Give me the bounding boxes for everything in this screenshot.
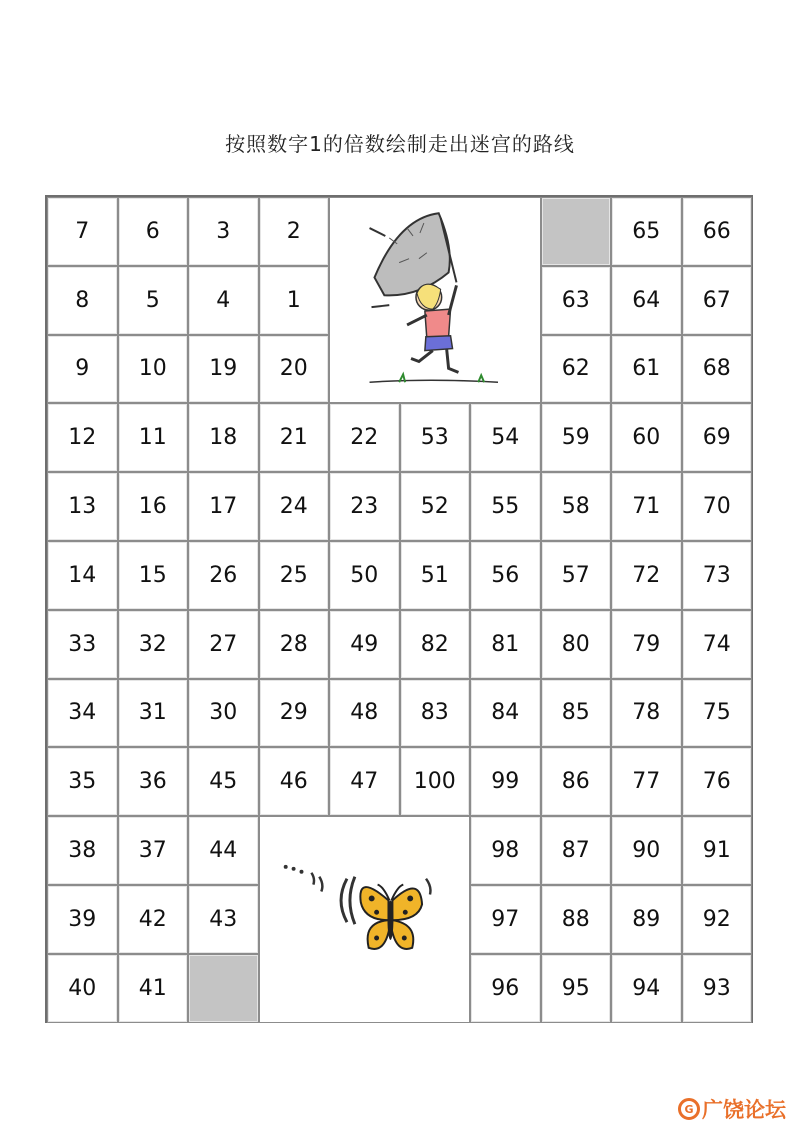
maze-cell[interactable]: 24 (259, 472, 330, 541)
page-title: 按照数字1的倍数绘制走出迷宫的路线 (225, 132, 575, 156)
maze-cell[interactable]: 72 (611, 541, 682, 610)
maze-cell[interactable]: 66 (682, 197, 753, 266)
maze-cell[interactable]: 45 (188, 747, 259, 816)
maze-cell[interactable]: 84 (470, 679, 541, 748)
maze-cell[interactable]: 62 (541, 335, 612, 404)
maze-cell[interactable]: 51 (400, 541, 471, 610)
maze-cell[interactable]: 42 (118, 885, 189, 954)
maze-cell[interactable]: 74 (682, 610, 753, 679)
maze-cell[interactable]: 89 (611, 885, 682, 954)
maze-cell[interactable]: 90 (611, 816, 682, 885)
forum-watermark (678, 1094, 786, 1124)
maze-exit-cell[interactable] (188, 954, 259, 1023)
maze-cell[interactable]: 5 (118, 266, 189, 335)
maze-cell[interactable]: 4 (188, 266, 259, 335)
maze-cell[interactable]: 53 (400, 403, 471, 472)
maze-cell[interactable]: 63 (541, 266, 612, 335)
maze-cell[interactable]: 22 (329, 403, 400, 472)
maze-cell[interactable]: 54 (470, 403, 541, 472)
maze-cell[interactable]: 43 (188, 885, 259, 954)
maze-cell[interactable]: 52 (400, 472, 471, 541)
maze-cell[interactable]: 50 (329, 541, 400, 610)
watermark-text: 广饶论坛 (702, 1098, 786, 1122)
maze-cell[interactable]: 1 (259, 266, 330, 335)
maze-cell[interactable]: 16 (118, 472, 189, 541)
maze-cell[interactable]: 94 (611, 954, 682, 1023)
maze-cell[interactable]: 71 (611, 472, 682, 541)
maze-cell[interactable]: 96 (470, 954, 541, 1023)
maze-cell[interactable]: 8 (47, 266, 118, 335)
number-maze (45, 195, 753, 1023)
maze-exit-cell[interactable] (541, 197, 612, 266)
maze-cell[interactable]: 95 (541, 954, 612, 1023)
maze-cell[interactable]: 91 (682, 816, 753, 885)
maze-cell[interactable]: 46 (259, 747, 330, 816)
maze-cell[interactable]: 39 (47, 885, 118, 954)
maze-cell[interactable]: 88 (541, 885, 612, 954)
forum-logo-icon: G (678, 1098, 700, 1120)
maze-cell[interactable]: 23 (329, 472, 400, 541)
maze-cell[interactable]: 86 (541, 747, 612, 816)
maze-cell[interactable]: 78 (611, 679, 682, 748)
maze-cell[interactable]: 38 (47, 816, 118, 885)
maze-cell[interactable]: 17 (188, 472, 259, 541)
maze-cell[interactable]: 14 (47, 541, 118, 610)
maze-cell[interactable]: 35 (47, 747, 118, 816)
maze-cell[interactable]: 100 (400, 747, 471, 816)
maze-cell[interactable]: 87 (541, 816, 612, 885)
maze-cell[interactable]: 28 (259, 610, 330, 679)
maze-cell[interactable]: 44 (188, 816, 259, 885)
maze-cell[interactable]: 7 (47, 197, 118, 266)
maze-cell[interactable]: 6 (118, 197, 189, 266)
maze-cell[interactable]: 48 (329, 679, 400, 748)
maze-cell[interactable]: 98 (470, 816, 541, 885)
maze-cell[interactable]: 9 (47, 335, 118, 404)
maze-cell[interactable]: 99 (470, 747, 541, 816)
maze-cell[interactable]: 32 (118, 610, 189, 679)
maze-cell[interactable]: 68 (682, 335, 753, 404)
maze-cell[interactable]: 21 (259, 403, 330, 472)
maze-cell[interactable]: 69 (682, 403, 753, 472)
maze-cell[interactable]: 37 (118, 816, 189, 885)
maze-cell[interactable]: 12 (47, 403, 118, 472)
maze-cell[interactable]: 55 (470, 472, 541, 541)
maze-cell[interactable]: 59 (541, 403, 612, 472)
maze-cell[interactable]: 33 (47, 610, 118, 679)
maze-cell[interactable]: 29 (259, 679, 330, 748)
maze-cell[interactable]: 82 (400, 610, 471, 679)
maze-cell[interactable]: 93 (682, 954, 753, 1023)
maze-cell[interactable]: 2 (259, 197, 330, 266)
maze-cell[interactable]: 3 (188, 197, 259, 266)
maze-cell[interactable]: 36 (118, 747, 189, 816)
girl-with-net-image (329, 197, 541, 403)
maze-cell[interactable]: 73 (682, 541, 753, 610)
maze-cell[interactable]: 41 (118, 954, 189, 1023)
maze-cell[interactable]: 49 (329, 610, 400, 679)
maze-cell[interactable]: 81 (470, 610, 541, 679)
maze-cell[interactable]: 67 (682, 266, 753, 335)
maze-cell[interactable]: 77 (611, 747, 682, 816)
maze-cell[interactable]: 47 (329, 747, 400, 816)
maze-cell[interactable]: 80 (541, 610, 612, 679)
maze-cell[interactable]: 83 (400, 679, 471, 748)
maze-cell[interactable]: 65 (611, 197, 682, 266)
maze-cell[interactable]: 25 (259, 541, 330, 610)
maze-cell[interactable]: 60 (611, 403, 682, 472)
butterfly-image (259, 816, 471, 1022)
maze-cell[interactable]: 10 (118, 335, 189, 404)
maze-cell[interactable]: 31 (118, 679, 189, 748)
maze-cell[interactable]: 64 (611, 266, 682, 335)
maze-cell[interactable]: 85 (541, 679, 612, 748)
maze-cell[interactable]: 76 (682, 747, 753, 816)
maze-cell[interactable]: 97 (470, 885, 541, 954)
maze-cell[interactable]: 58 (541, 472, 612, 541)
maze-cell[interactable]: 34 (47, 679, 118, 748)
maze-cell[interactable]: 75 (682, 679, 753, 748)
maze-cell[interactable]: 20 (259, 335, 330, 404)
maze-cell[interactable]: 40 (47, 954, 118, 1023)
maze-cell[interactable]: 30 (188, 679, 259, 748)
maze-cell[interactable]: 19 (188, 335, 259, 404)
maze-cell[interactable]: 18 (188, 403, 259, 472)
maze-cell[interactable]: 79 (611, 610, 682, 679)
maze-cell[interactable]: 11 (118, 403, 189, 472)
maze-cell[interactable]: 56 (470, 541, 541, 610)
maze-cell[interactable]: 15 (118, 541, 189, 610)
maze-cell[interactable]: 13 (47, 472, 118, 541)
maze-cell[interactable]: 26 (188, 541, 259, 610)
maze-cell[interactable]: 92 (682, 885, 753, 954)
maze-cell[interactable]: 70 (682, 472, 753, 541)
maze-cell[interactable]: 57 (541, 541, 612, 610)
maze-cell[interactable]: 27 (188, 610, 259, 679)
maze-cell[interactable]: 61 (611, 335, 682, 404)
